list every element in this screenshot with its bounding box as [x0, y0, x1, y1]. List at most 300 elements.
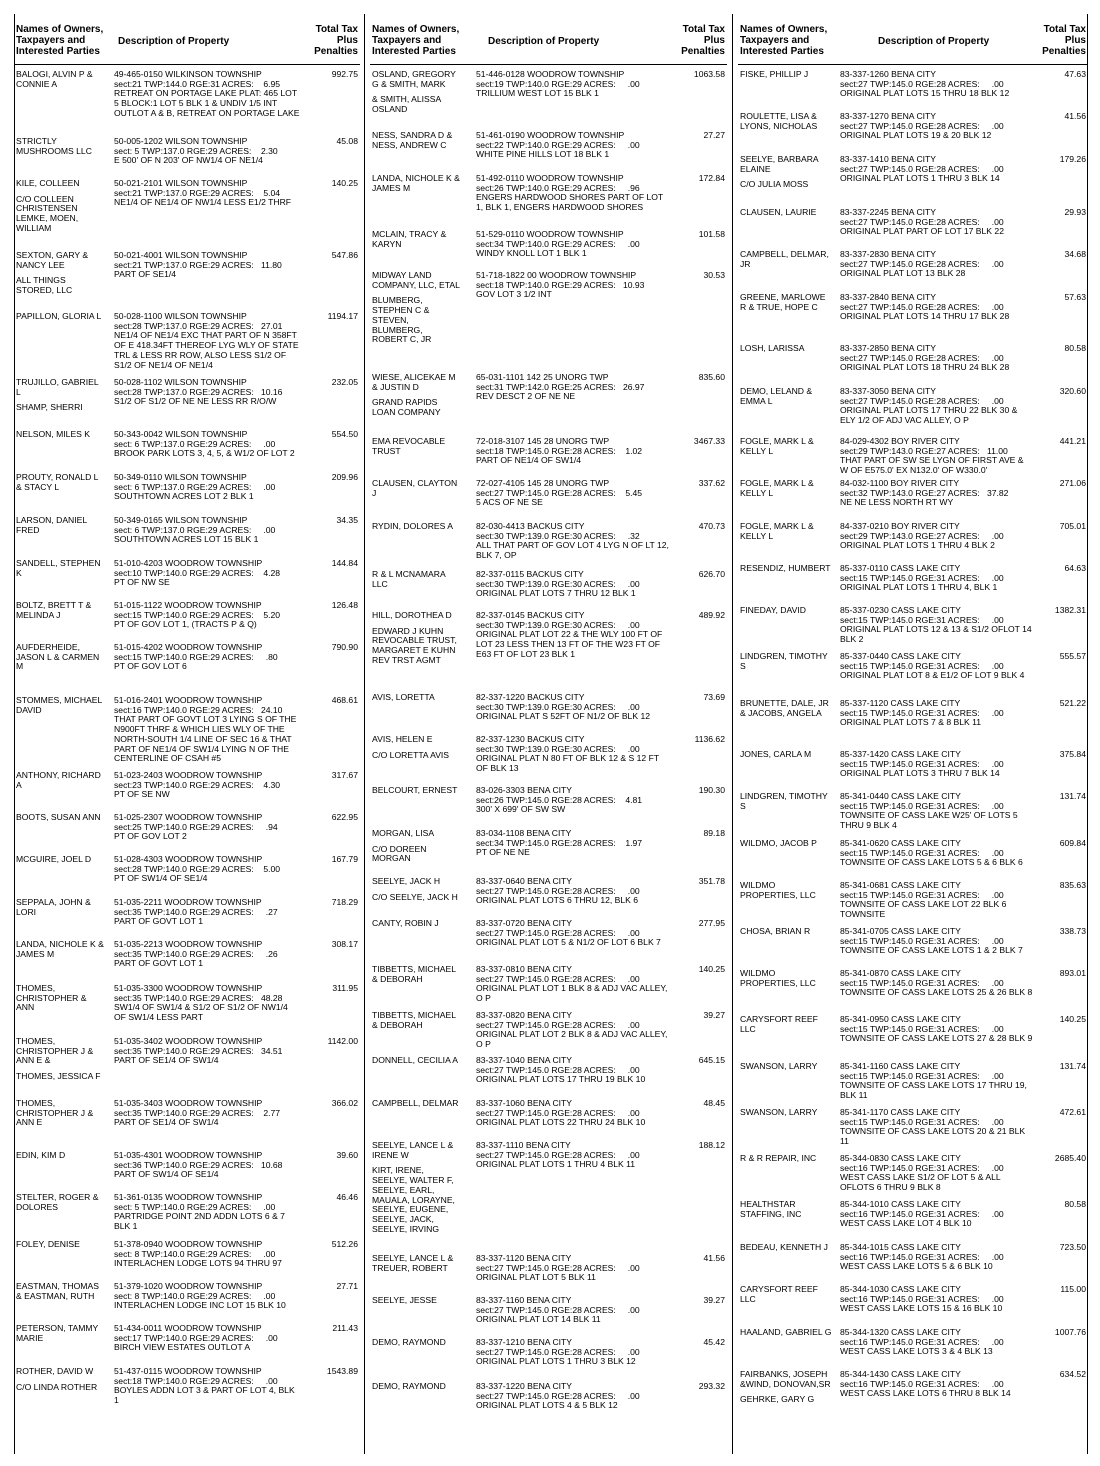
total-header: Total Tax Plus Penalties [681, 24, 725, 57]
owner-names [740, 155, 832, 196]
owner-names [16, 813, 104, 829]
parcel-number: 83-337-1110 BENA CITY [476, 1140, 571, 1150]
total-tax-amount: 80.58 [1064, 343, 1086, 353]
property-description [840, 927, 1034, 956]
total-tax-amount: 337.62 [698, 478, 725, 488]
owner-names [740, 1328, 832, 1344]
legal-description: ORIGINAL PLAT LOT 1 BLK 8 & ADJ VAC ALLEY, O P [476, 983, 668, 1004]
parcel-number: 51-015-1122 WOODROW TOWNSHIP [114, 600, 262, 610]
total-tax-amount: 622.95 [331, 812, 358, 822]
parcel-number: 83-337-3050 BENA CITY [840, 386, 937, 396]
legal-description: ORIGINAL PLAT LOTS 12 & 13 & S1/2 OFLOT 14 BLK 2 [840, 624, 1032, 645]
owner-name: AVIS, LORETTA [372, 693, 435, 702]
total-tax-amount: 48.45 [703, 1098, 725, 1108]
section-township-range: sect:28 TWP:137.0 RGE:29 ACRES: 10.16 [114, 386, 283, 397]
owner-names [16, 1324, 104, 1349]
property-description [840, 1154, 1034, 1193]
legal-description: ORIGINAL PLAT LOTS 1 THRU 4 BLK 11 [476, 1159, 636, 1170]
legal-description: ORIGINAL PLAT LOTS 4 & 5 BLK 12 [476, 1400, 618, 1411]
section-township-range: sect:15 TWP:145.0 RGE:31 ACRES: .00 [840, 847, 1004, 858]
parcel-number: 83-337-1410 BENA CITY [840, 154, 937, 164]
legal-description: ORIGINAL PLAT LOTS 15 THRU 18 BLK 12 [840, 88, 1010, 99]
section-township-range: sect:27 TWP:145.0 RGE:28 ACRES: .00 [840, 395, 1004, 406]
owner-name: SANDELL, STEPHEN K [16, 559, 101, 578]
parcel-number: 85-341-0950 CASS LAKE CITY [840, 1014, 961, 1024]
owner-name: SEELYE, BARBARA ELAINE [740, 155, 819, 174]
property-description [114, 813, 300, 842]
total-tax-amount: 555.57 [1059, 651, 1086, 661]
parcel-number: 49-465-0150 WILKINSON TOWNSHIP [114, 69, 262, 79]
section-township-range: sect:27 TWP:145.0 RGE:28 ACRES: .00 [840, 163, 1004, 174]
owner-names [740, 564, 832, 580]
owner-name: FOLEY, DENISE [16, 1240, 80, 1249]
owner-name: RYDIN, DOLORES A [372, 522, 454, 531]
property-description [476, 271, 669, 300]
owner-names [740, 522, 832, 547]
owner-name: PETERSON, TAMMY MARIE [16, 1324, 99, 1343]
owner-names [372, 131, 460, 156]
parcel-number: 51-035-2213 WOODROW TOWNSHIP [114, 939, 263, 949]
parcel-number: 51-015-4202 WOODROW TOWNSHIP [114, 642, 263, 652]
owner-names [372, 919, 460, 935]
property-description [114, 251, 300, 280]
owner-name: & SMITH, ALISSA OSLAND [372, 94, 441, 115]
owner-name: HILL, DOROTHEA D [372, 611, 452, 620]
legal-description: GOV LOT 3 1/2 INT [476, 289, 552, 300]
owner-name: PROUTY, RONALD L & STACY L [16, 473, 99, 492]
owner-names [16, 179, 104, 240]
owner-name: BLUMBERG, STEPHEN C & STEVEN, BLUMBERG, ROBERT C, JR [372, 295, 432, 345]
parcel-number: 51-378-0940 WOODROW TOWNSHIP [114, 1239, 263, 1249]
total-tax-amount: 57.63 [1064, 292, 1086, 302]
owner-name: BRUNETTE, DALE, JR & JACOBS, ANGELA [740, 699, 829, 718]
section-township-range: sect:35 TWP:140.0 RGE:29 ACRES: 34.51 [114, 1045, 283, 1056]
owners-header: Names of Owners, Taxpayers and Interested Parties [372, 24, 460, 57]
section-township-range: sect: 6 TWP:137.0 RGE:29 ACRES: .00 [114, 438, 276, 449]
column-rule [364, 14, 365, 1454]
property-description [476, 611, 669, 660]
owner-name: SWANSON, LARRY [740, 1062, 818, 1071]
owner-names [372, 230, 460, 255]
listing-column-2 [370, 14, 727, 1454]
parcel-number: 83-034-1108 BENA CITY [476, 828, 572, 838]
property-description [840, 344, 1034, 373]
owner-name: CAMPBELL, DELMAR, JR [740, 250, 829, 269]
parcel-number: 50-021-4001 WILSON TOWNSHIP [114, 250, 248, 260]
parcel-number: 51-025-2307 WOODROW TOWNSHIP [114, 812, 263, 822]
property-description [840, 1285, 1034, 1314]
parcel-number: 72-027-4105 145 28 UNORG TWP [476, 478, 610, 488]
owner-names [740, 1015, 832, 1040]
total-tax-amount: 468.61 [331, 695, 358, 705]
owner-names [16, 940, 104, 965]
total-tax-amount: 34.68 [1064, 249, 1086, 259]
parcel-number: 85-341-0681 CASS LAKE CITY [840, 880, 961, 890]
section-township-range: sect:34 TWP:145.0 RGE:28 ACRES: 1.97 [476, 837, 643, 848]
owner-name: CARYSFORT REEF LLC [740, 1285, 818, 1304]
total-tax-amount: 39.60 [336, 1150, 358, 1160]
property-description [840, 1015, 1034, 1044]
owner-name: THOMES, CHRISTOPHER & ANN [16, 984, 87, 1013]
owner-name: CANTY, ROBIN J [372, 919, 439, 928]
parcel-number: 51-035-2211 WOODROW TOWNSHIP [114, 897, 262, 907]
section-township-range: sect:27 TWP:145.0 RGE:28 ACRES: .00 [476, 1390, 640, 1401]
property-description [114, 1282, 300, 1311]
owner-name: ROULETTE, LISA & LYONS, NICHOLAS [740, 112, 818, 131]
section-township-range: sect:16 TWP:145.0 RGE:31 ACRES: .00 [840, 1336, 1004, 1347]
section-township-range: sect:27 TWP:145.0 RGE:28 ACRES: .00 [840, 301, 1004, 312]
legal-description: ORIGINAL PLAT LOTS 14 THRU 17 BLK 28 [840, 311, 1010, 322]
owner-name: HEALTHSTAR STAFFING, INC [740, 1200, 802, 1219]
owner-name: SHAMP, SHERRI [16, 402, 83, 413]
property-description [840, 522, 1034, 551]
owner-names [740, 881, 832, 906]
owner-names [16, 251, 104, 302]
owner-name: WILDMO PROPERTIES, LLC [740, 969, 816, 988]
owner-name: DONNELL, CECILIA A [372, 1056, 458, 1065]
column-rule [732, 14, 733, 1454]
owner-name: DEMO, RAYMOND [372, 1338, 446, 1347]
section-township-range: sect:16 TWP:140.0 RGE:29 ACRES: 24.10 [114, 704, 283, 715]
total-tax-amount: 140.25 [1059, 1014, 1086, 1024]
section-township-range: sect:18 TWP:140.0 RGE:29 ACRES: 10.93 [476, 279, 645, 290]
legal-description: PART OF SE1/4 OF SW1/4 [114, 1117, 219, 1128]
property-description [840, 250, 1034, 279]
parcel-number: 83-337-0820 BENA CITY [476, 1010, 573, 1020]
total-tax-amount: 27.71 [336, 1281, 358, 1291]
section-township-range: sect:27 TWP:145.0 RGE:28 ACRES: .00 [840, 120, 1004, 131]
legal-description: REV DESCT 2 OF NE NE [476, 391, 576, 402]
parcel-number: 85-341-0870 CASS LAKE CITY [840, 968, 961, 978]
owner-name: ALL THINGS STORED, LLC [16, 275, 73, 296]
owner-name: SEPPALA, JOHN & LORI [16, 898, 91, 917]
owner-name: C/O LORETTA AVIS [372, 749, 450, 760]
section-township-range: sect:15 TWP:145.0 RGE:31 ACRES: .00 [840, 935, 1004, 946]
property-description [840, 1328, 1034, 1357]
legal-description: PART OF SE1/4 [114, 269, 177, 280]
owner-names [740, 750, 832, 766]
column-header [14, 14, 360, 65]
total-tax-amount: 1063.58 [693, 69, 725, 79]
property-description [114, 601, 300, 630]
total-tax-amount: 2685.40 [1054, 1153, 1086, 1163]
parcel-number: 85-337-0440 CASS LAKE CITY [840, 651, 961, 661]
owner-names [740, 927, 832, 943]
section-township-range: sect:27 TWP:145.0 RGE:28 ACRES: .00 [840, 78, 1004, 89]
section-township-range: sect:30 TWP:139.0 RGE:30 ACRES: .00 [476, 578, 640, 589]
legal-description: TOWNSITE OF CASS LAKE LOTS 20 & 21 BLK 11 [840, 1126, 1026, 1147]
owner-names [740, 344, 832, 360]
total-tax-amount: 311.95 [332, 983, 358, 993]
legal-description: ORIGINAL PLAT LOTS 1 THRU 3 BLK 12 [476, 1356, 636, 1367]
legal-description: RETREAT ON PORTAGE LAKE PLAT: 465 LOT 5 BLOCK:1 LOT 5 BLK 1 & UNDIV 1/5 INT OUTLOT A & B, RETREAT ON PORTAGE LAKE [114, 88, 300, 118]
legal-description: SW1/4 OF SW1/4 & S1/2 OF S1/2 OF NW1/4 OF SW1/4 LESS PART [114, 1002, 288, 1023]
owner-name: C/O LINDA ROTHER [16, 1381, 98, 1392]
section-township-range: sect:21 TWP:144.0 RGE:31 ACRES: 6.95 [114, 78, 281, 89]
total-tax-amount: 512.26 [331, 1239, 358, 1249]
owner-names [740, 112, 832, 137]
parcel-number: 51-035-3402 WOODROW TOWNSHIP [114, 1036, 263, 1046]
total-tax-amount: 277.95 [698, 918, 725, 928]
owner-name: SEELYE, LANCE L & TREUER, ROBERT [372, 1254, 454, 1273]
owner-names [740, 1243, 832, 1259]
legal-description: THAT PART OF SW SE LYGN OF FIRST AVE & W OF E575.0' EX N132.0' OF W330.0' [840, 455, 1024, 476]
total-tax-amount: 1382.31 [1054, 605, 1086, 615]
section-township-range: sect:25 TWP:140.0 RGE:29 ACRES: .94 [114, 821, 278, 832]
owner-name: CLAUSEN, CLAYTON J [372, 479, 458, 498]
property-description [476, 174, 669, 213]
owner-names [372, 174, 460, 199]
property-description [840, 437, 1034, 476]
section-township-range: sect:29 TWP:143.0 RGE:27 ACRES: 11.00 [840, 445, 1008, 456]
property-description [840, 1062, 1034, 1101]
property-description [840, 1108, 1034, 1147]
owner-names [740, 1062, 832, 1078]
section-township-range: sect:15 TWP:145.0 RGE:31 ACRES: .00 [840, 800, 1004, 811]
owner-name: LINDGREN, TIMOTHY S [740, 652, 828, 671]
owner-name: LARSON, DANIEL FRED [16, 516, 87, 535]
total-tax-amount: 489.92 [698, 610, 725, 620]
total-tax-amount: 30.53 [703, 270, 725, 280]
property-description [840, 606, 1034, 645]
description-header: Description of Property [878, 36, 990, 47]
owner-names [740, 1370, 832, 1411]
owner-names [372, 1254, 460, 1279]
total-tax-amount: 470.73 [698, 521, 725, 531]
legal-description: ORIGINAL PLAT N 80 FT OF BLK 12 & S 12 FT OF BLK 13 [476, 753, 659, 774]
owner-names [740, 479, 832, 504]
owner-names [372, 877, 460, 908]
legal-description: THAT PART OF GOVT LOT 3 LYING S OF THE N900FT THRF & WHICH LIES WLY OF THE NORTH-SOUTH 1/4 LINE OF SEC 16 & THAT PART OF NE1/4 OF SW1/4 LYING N OF THE CENTERLINE OF CSAH #5 [114, 714, 297, 764]
total-tax-amount: 27.27 [703, 130, 725, 140]
owner-name: THOMES, JESSICA F [16, 1071, 101, 1082]
property-description [476, 479, 669, 508]
legal-description: TOWNSITE OF CASS LAKE LOTS 25 & 26 BLK 8 [840, 987, 1033, 998]
owner-name: EDWARD J KUHN REVOCABLE TRUST, MARGARET E KUHN REV TRST AGMT [372, 625, 457, 665]
parcel-number: 50-349-0165 WILSON TOWNSHIP [114, 515, 248, 525]
owner-names [740, 1154, 832, 1170]
section-township-range: sect: 6 TWP:137.0 RGE:29 ACRES: .00 [114, 481, 276, 492]
total-tax-amount: 317.67 [331, 770, 358, 780]
total-tax-amount: 41.56 [703, 1253, 725, 1263]
total-tax-amount: 271.06 [1059, 478, 1086, 488]
property-description [114, 378, 300, 407]
property-description [114, 1367, 300, 1406]
owner-name: MCGUIRE, JOEL D [16, 855, 92, 864]
legal-description: ORIGINAL PLAT LOTS 7 & 8 BLK 11 [840, 717, 982, 728]
legal-description: BROOK PARK LOTS 3, 4, 5, & W1/2 OF LOT 2 [114, 448, 295, 459]
section-township-range: sect:18 TWP:140.0 RGE:29 ACRES: .00 [114, 1375, 278, 1386]
legal-description: BOYLES ADDN LOT 3 & PART OF LOT 4, BLK 1 [114, 1385, 295, 1406]
parcel-number: 51-010-4203 WOODROW TOWNSHIP [114, 558, 263, 568]
total-tax-amount: 293.32 [698, 1381, 725, 1391]
owner-name: C/O COLLEEN CHRISTENSEN LEMKE, MOEN, WILLIAM [16, 193, 79, 233]
section-township-range: sect:30 TWP:139.0 RGE:30 ACRES: .00 [476, 743, 640, 754]
property-description [114, 1099, 300, 1128]
section-township-range: sect:31 TWP:142.0 RGE:25 ACRES: 26.97 [476, 381, 645, 392]
section-township-range: sect:29 TWP:143.0 RGE:27 ACRES: .00 [840, 530, 1004, 541]
section-township-range: sect:28 TWP:140.0 RGE:29 ACRES: 5.00 [114, 863, 281, 874]
property-description [476, 1254, 669, 1283]
total-tax-amount: 232.05 [331, 377, 358, 387]
legal-description: PT OF GOV LOT 6 [114, 661, 187, 672]
tax-listing-page [14, 14, 1088, 1454]
property-description [114, 1324, 300, 1353]
parcel-number: 85-341-0440 CASS LAKE CITY [840, 791, 961, 801]
section-township-range: sect:27 TWP:145.0 RGE:28 ACRES: .00 [840, 258, 1004, 269]
owner-name: CHOSA, BRIAN R [740, 927, 811, 936]
owner-name: SEELYE, LANCE L & IRENE W [372, 1141, 454, 1160]
property-description [476, 786, 669, 815]
total-tax-amount: 140.25 [698, 964, 725, 974]
total-tax-amount: 790.90 [331, 642, 358, 652]
legal-description: SOUTHTOWN ACRES LOT 15 BLK 1 [114, 534, 259, 545]
owner-names [372, 70, 460, 121]
legal-description: WEST CASS LAKE LOTS 6 THRU 8 BLK 14 [840, 1388, 1011, 1399]
legal-description: ORIGINAL PLAT LOTS 3 THRU 7 BLK 14 [840, 768, 1000, 779]
section-township-range: sect:28 TWP:137.0 RGE:29 ACRES: 27.01 [114, 320, 283, 331]
owner-names [16, 1282, 104, 1307]
total-tax-amount: 29.93 [1064, 207, 1086, 217]
legal-description: PT OF GOV LOT 1, (TRACTS P & Q) [114, 619, 257, 630]
total-tax-amount: 126.48 [331, 600, 358, 610]
parcel-number: 85-337-1420 CASS LAKE CITY [840, 749, 961, 759]
parcel-number: 83-337-2840 BENA CITY [840, 292, 937, 302]
parcel-number: 50-005-1202 WILSON TOWNSHIP [114, 136, 248, 146]
owner-name: STELTER, ROGER & DOLORES [16, 1193, 99, 1212]
section-township-range: sect:16 TWP:145.0 RGE:31 ACRES: .00 [840, 1293, 1004, 1304]
owner-name: MORGAN, LISA [372, 829, 435, 838]
total-tax-amount: 992.75 [331, 69, 358, 79]
owner-names [372, 1056, 460, 1072]
parcel-number: 51-016-2401 WOODROW TOWNSHIP [114, 695, 263, 705]
parcel-number: 51-361-0135 WOODROW TOWNSHIP [114, 1192, 263, 1202]
property-description [114, 1151, 300, 1180]
total-tax-amount: 705.01 [1059, 521, 1086, 531]
section-township-range: sect:15 TWP:145.0 RGE:31 ACRES: .00 [840, 572, 1004, 583]
section-township-range: sect:15 TWP:145.0 RGE:31 ACRES: .00 [840, 977, 1004, 988]
owner-names [372, 1338, 460, 1354]
owner-name: CLAUSEN, LAURIE [740, 208, 817, 217]
parcel-number: 82-337-1230 BACKUS CITY [476, 734, 585, 744]
section-township-range: sect:15 TWP:145.0 RGE:31 ACRES: .00 [840, 1070, 1004, 1081]
owner-name: FOGLE, MARK L & KELLY L [740, 437, 814, 456]
owner-name: EASTMAN, THOMAS & EASTMAN, RUTH [16, 1282, 99, 1301]
owner-name: SEELYE, JACK H [372, 877, 441, 886]
property-description [840, 155, 1034, 184]
parcel-number: 85-341-0705 CASS LAKE CITY [840, 926, 961, 936]
section-township-range: sect:36 TWP:140.0 RGE:29 ACRES: 10.68 [114, 1159, 283, 1170]
legal-description: ENGERS HARDWOOD SHORES PART OF LOT 1, BLK 1, ENGERS HARDWOOD SHORES [476, 192, 664, 213]
property-description [114, 940, 300, 969]
section-township-range: sect:18 TWP:145.0 RGE:28 ACRES: 1.02 [476, 445, 643, 456]
property-description [476, 1011, 669, 1050]
owner-name: FOGLE, MARK L & KELLY L [740, 479, 814, 498]
property-description [476, 1296, 669, 1325]
owner-names [16, 1037, 104, 1088]
section-township-range: sect: 5 TWP:140.0 RGE:29 ACRES: .00 [114, 1201, 276, 1212]
owner-name: WILDMO PROPERTIES, LLC [740, 881, 816, 900]
owner-names [16, 1367, 104, 1398]
legal-description: TRILLIUM WEST LOT 15 BLK 1 [476, 88, 599, 99]
section-township-range: sect:35 TWP:140.0 RGE:29 ACRES: .27 [114, 906, 278, 917]
legal-description: TOWNSITE OF CASS LAKE LOTS 1 & 2 BLK 7 [840, 945, 1023, 956]
property-description [114, 1240, 300, 1269]
section-township-range: sect:35 TWP:140.0 RGE:29 ACRES: .26 [114, 948, 278, 959]
legal-description: E 500' OF N 203' OF NW1/4 OF NE1/4 [114, 155, 263, 166]
legal-description: TOWNSITE OF CASS LAKE LOTS 17 THRU 19, BLK 11 [840, 1080, 1027, 1101]
owner-names [16, 473, 104, 498]
parcel-number: 83-337-1260 BENA CITY [840, 69, 937, 79]
owner-names [372, 570, 460, 595]
property-description [476, 1338, 669, 1367]
section-township-range: sect: 6 TWP:137.0 RGE:29 ACRES: .00 [114, 524, 276, 535]
property-description [114, 473, 300, 502]
legal-description: ORIGINAL PLAT LOTS 1 THRU 3 BLK 14 [840, 173, 1000, 184]
owner-name: AVIS, HELEN E [372, 735, 433, 744]
section-township-range: sect:15 TWP:145.0 RGE:31 ACRES: .00 [840, 1116, 1004, 1127]
total-tax-amount: 645.15 [698, 1055, 725, 1065]
owner-name: AUFDERHEIDE, JASON L & CARMEN M [16, 643, 100, 672]
parcel-number: 83-337-1220 BENA CITY [476, 1381, 573, 1391]
parcel-number: 51-028-4303 WOODROW TOWNSHIP [114, 854, 263, 864]
owner-name: MCLAIN, TRACY & KARYN [372, 230, 447, 249]
total-tax-amount: 34.35 [336, 515, 358, 525]
section-township-range: sect:34 TWP:140.0 RGE:29 ACRES: .00 [476, 238, 640, 249]
legal-description: TOWNSITE OF CASS LAKE W25' OF LOTS 5 THRU 9 BLK 4 [840, 810, 1018, 831]
parcel-number: 85-341-0620 CASS LAKE CITY [840, 838, 961, 848]
section-township-range: sect:27 TWP:145.0 RGE:28 ACRES: .00 [840, 216, 1004, 227]
owner-name: KIRT, IRENE, SEELYE, WALTER F, SEELYE, EARL, MAUALA, LORAYNE, SEELYE, EUGENE, SEELYE, JACK, SEELYE, IRVING [372, 1165, 455, 1234]
total-tax-amount: 351.78 [698, 876, 725, 886]
property-description [114, 855, 300, 884]
parcel-number: 83-337-1060 BENA CITY [476, 1098, 573, 1108]
owners-header: Names of Owners, Taxpayers and Interested Parties [16, 24, 104, 57]
property-description [840, 112, 1034, 141]
owner-names [16, 898, 104, 923]
total-tax-amount: 80.58 [1064, 1199, 1086, 1209]
total-tax-amount: 547.86 [331, 250, 358, 260]
section-township-range: sect: 5 TWP:137.0 RGE:29 ACRES: 2.30 [114, 145, 278, 156]
property-description [114, 696, 300, 764]
parcel-number: 83-026-3303 BENA CITY [476, 785, 573, 795]
parcel-number: 85-337-0230 CASS LAKE CITY [840, 605, 961, 615]
owner-names [372, 693, 460, 709]
owner-names [740, 1285, 832, 1310]
total-tax-amount: 190.30 [698, 785, 725, 795]
owner-names [16, 378, 104, 419]
section-township-range: sect:35 TWP:140.0 RGE:29 ACRES: 48.28 [114, 992, 283, 1003]
total-tax-amount: 320.60 [1059, 386, 1086, 396]
listing-column-3 [738, 14, 1088, 1454]
section-township-range: sect:27 TWP:145.0 RGE:28 ACRES: .00 [476, 1304, 640, 1315]
section-township-range: sect:30 TWP:139.0 RGE:30 ACRES: .32 [476, 530, 640, 541]
owner-names [740, 208, 832, 224]
parcel-number: 51-035-3403 WOODROW TOWNSHIP [114, 1098, 263, 1108]
parcel-number: 51-379-1020 WOODROW TOWNSHIP [114, 1281, 263, 1291]
parcel-number: 51-461-0190 WOODROW TOWNSHIP [476, 130, 625, 140]
parcel-number: 51-434-0011 WOODROW TOWNSHIP [114, 1323, 262, 1333]
total-tax-amount: 115.00 [1060, 1284, 1086, 1294]
owner-name: LOSH, LARISSA [740, 344, 805, 353]
total-tax-amount: 73.69 [703, 692, 725, 702]
section-township-range: sect:15 TWP:145.0 RGE:31 ACRES: .00 [840, 660, 1004, 671]
property-description [476, 735, 669, 774]
owner-name: TIBBETTS, MICHAEL & DEBORAH [372, 1011, 456, 1030]
column-header [738, 14, 1088, 65]
owner-names [740, 792, 832, 817]
parcel-number: 72-018-3107 145 28 UNORG TWP [476, 436, 610, 446]
